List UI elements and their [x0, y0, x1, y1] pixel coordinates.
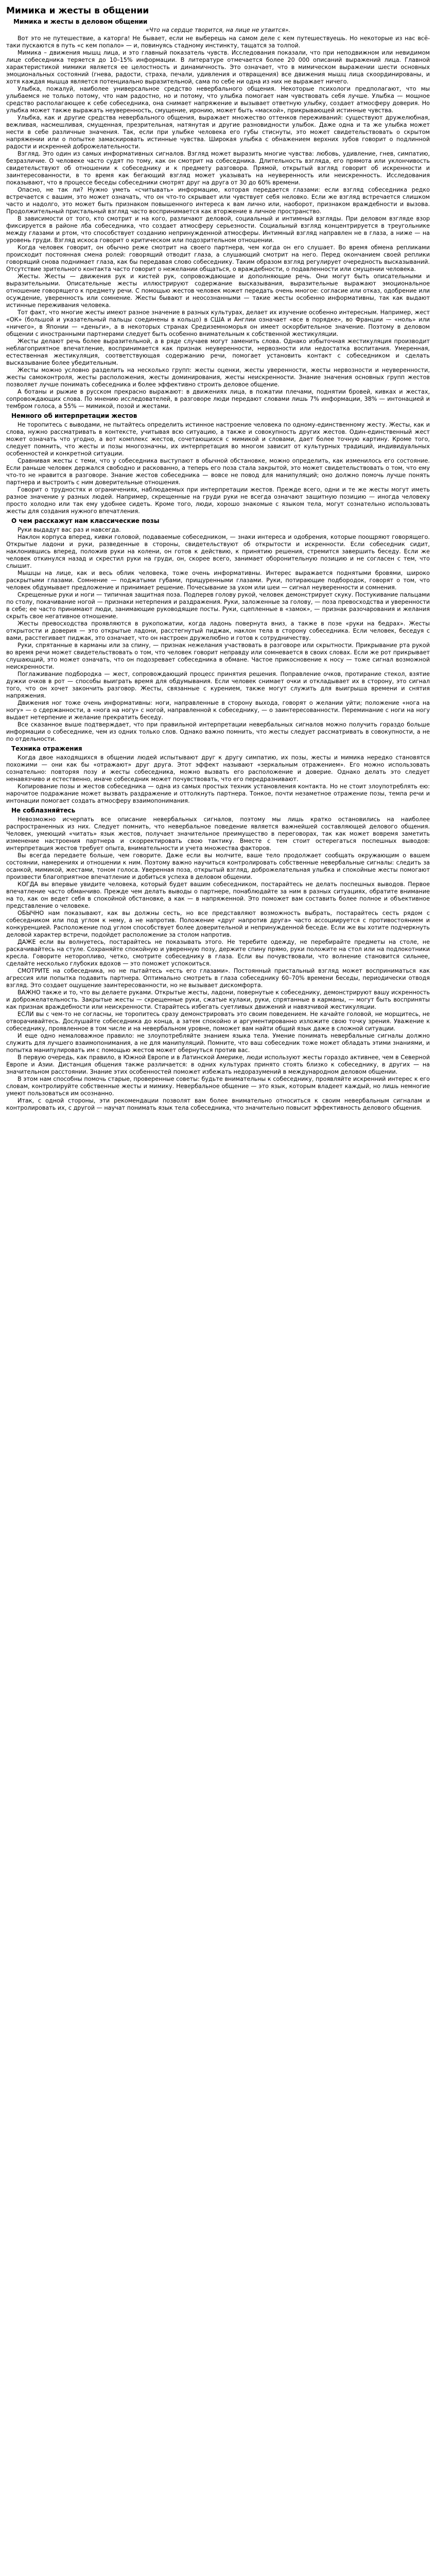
paragraph: Сравнивая жесты с теми, что у собеседника выступают в обычной обстановке, можно определить, как изменилось его состояние. Если раньше человек держался свободно и раскованно, а теперь его поза стала закрытой, это может свидетельствовать о том, что ему что-то не нравится в разговоре. Знание жестов собеседника — вовсе не повод для манипуляций; оно должно помочь лучше понять партнера и выстроить с ним доверительные отношения. — [6, 457, 430, 486]
paragraph: В первую очередь, как правило, в Южной Европе и в Латинской Америке, люди используют жесты гораздо активнее, чем в Северной Европе и Азии. Дистанция общения также различается: в одних культурах принято стоять близко к собеседнику, в других — на значительном расстоянии. Знание этих особенностей поможет избежать недоразумений в международном деловом общении. — [6, 1054, 430, 1075]
paragraph: ОБЫЧНО нам показывают, как вы должны сесть, но все представляют возможность выбрать, постарайтесь сесть рядом с собеседником или под углом к нему, а не напротив. Положение «друг напротив друга» часто ассоциируется с противостоянием и конкуренцией. Расположение под углом способствует более доверительной и непринужденной беседе. Если же вы хотите подчеркнуть деловой характер встречи, подойдет расположение за столом напротив. — [6, 910, 430, 938]
paragraph: Когда двое находящихся в общении людей испытывают друг к другу симпатию, их позы, жесты и мимика нередко становятся похожими — они как бы «отражают» друг друга. Этот эффект называют «зеркальным отражением». Его можно использовать сознательно: повторяя позу и жесты собеседника, можно вызвать его расположение и доверие. Однако делать это следует ненавязчиво и естественно, иначе собеседник может почувствовать, что его передразнивают. — [6, 754, 430, 783]
paragraph: Улыбка, как и другие средства невербального общения, выражает множество оттенков переживаний: существуют дружелюбная, вежливая, насмешливая, смущенная, презрительная, натянутая и другие разновидности улыбок. Даже одна и та же улыбка может нести в себе различные значения. Так, если при улыбке человека его губы стиснуты, это может свидетельствовать о скрытом напряжении или о попытке замаскировать истинные чувства. Широкая улыбка с обнажением верхних зубов говорит о подлинной радости и искренней доброжелательности. — [6, 114, 430, 150]
article-section — [6, 745, 430, 805]
article-section — [6, 517, 430, 743]
paragraph: Мышцы на лице, как и весь облик человека, тоже очень информативны. Интерес выражается поднятыми бровями, широко раскрытыми глазами. Сомнение — поджатыми губами, прищуренными глазами. Руки, потирающие подбородок, говорят о том, что человек обдумывает предложение и принимает решение. Почесывание за ухом или шеи — сигнал неуверенности и сомнения. — [6, 570, 430, 591]
paragraph: Все сказанное выше подтверждает, что при правильной интерпретации невербальных сигналов можно получить гораздо больше информации о собеседнике, чем из одних только слов. Однако важно помнить, что жесты следует рассматривать в совокупности, а не по отдельности. — [6, 721, 430, 742]
paragraph: Жесты превосходства проявляются в рукопожатии, когда ладонь повернута вниз, а также в позе «руки на бедрах». Жесты открытости и доверия — это открытые ладони, расстегнутый пиджак, наклон тела в сторону собеседника. Если человек, беседуя с вами, расстегивает пиджак, это означает, что он настроен дружелюбно и готов к сотрудничеству. — [6, 620, 430, 641]
paragraph: Говорит о трудностях и ограничениях, наблюдаемых при интерпретации жестов. Прежде всего, одни и те же жесты могут иметь разное значение у разных людей. Например, скрещенные на груди руки не всегда означают защитную позицию — иногда человеку просто холодно или так ему удобнее сидеть. Кроме того, люди, хорошо знакомые с языком тела, могут сознательно использовать жесты для создания нужного впечатления. — [6, 486, 430, 515]
paragraph: Невозможно исчерпать все описание невербальных сигналов, поэтому мы лишь кратко остановились на наиболее распространенных из них. Следует помнить, что невербальное поведение является важнейшей составляющей делового общения. Человек, умеющий «читать» язык жестов, получает значительное преимущество в переговорах, так как может вовремя заметить изменение настроения партнера и скорректировать свою тактику. Вместе с тем стоит остерегаться поспешных выводов: интерпретация жестов требует опыта, внимательности и учета множества факторов. — [6, 816, 430, 852]
article — [0, 0, 436, 1127]
paragraph: Тот факт, что многие жесты имеют разное значение в разных культурах, делает их изучение особенно интересным. Например, жест «ОК» (большой и указательный пальцы соединены в кольцо) в США и Англии означает «все в порядке», во Франции — «ноль» или «ничего», в Японии — «деньги», а в некоторых странах Средиземноморья он имеет оскорбительное значение. Поэтому в деловом общении с иностранными партнерами следует быть особенно внимательным к собственной жестикуляции. — [6, 309, 430, 337]
paragraph: Жесты можно условно разделить на несколько групп: жесты оценки, жесты уверенности, жесты нервозности и неуверенности, жесты самоконтроля, жесты расположения, жесты доминирования, жесты неискренности. Знание значения основных групп жестов позволяет лучше понимать собеседника и более эффективно строить деловое общение. — [6, 367, 430, 388]
article-section — [6, 807, 430, 1112]
paragraph: Опасно, не так ли? Нужно уметь «считывать» информацию, которая передается глазами: если взгляд собеседника редко встречается с вашим, это может означать, что он что-то скрывает или чувствует себя неловко. Если же взгляд встречается слишком часто и надолго, это может быть признаком повышенного интереса к вам лично или, наоборот, признаком враждебности и вызова. Продолжительный пристальный взгляд часто воспринимается как вторжение в личное пространство. — [6, 187, 430, 215]
paragraph: Улыбка, пожалуй, наиболее универсальное средство невербального общения. Некоторые психологи предполагают, что мы улыбаемся не только потому, что нам радостно, но и потому, что улыбка помогает нам чувствовать себя лучше. Улыбка — мощное средство располагающее к себе собеседника, она снимает напряжение и вызывает ответную улыбку, создает атмосферу доверия. Но улыбка может также выражать неуверенность, смущение, иронию, может быть «маской», прикрывающей истинные чувства. — [6, 86, 430, 114]
section-heading: Техника отражения — [11, 745, 82, 752]
paragraph: Жесты делают речь более выразительной, а в ряде случаев могут заменить слова. Однако избыточная жестикуляция производит неблагоприятное впечатление, воспринимается как признак неуверенности, нервозности или недостатка воспитания. Умеренная, естественная жестикуляция, соответствующая содержанию речи, помогает установить контакт с собеседником и сделать высказывание более убедительным. — [6, 338, 430, 366]
article-subtitle: Мимика и жесты в деловом общении — [13, 18, 148, 25]
paragraph: Вот это не путешествие, а каторга! Не бывает, если не выберешь на самом деле с кем путешествуешь. Но некоторые из нас всё-таки пускаются в путь «с кем попало» — и, повинуясь стадному инстинкту, тащатся за толпой. — [6, 35, 430, 49]
paragraph: Вы всегда передаете больше, чем говорите. Даже если вы молчите, ваше тело продолжает сообщать окружающим о вашем состоянии, намерениях и отношении к ним. Поэтому важно научиться контролировать собственные невербальные сигналы: следить за осанкой, мимикой, жестами, тоном голоса. Уверенная поза, открытый взгляд, доброжелательная улыбка и спокойные жесты помогают произвести благоприятное впечатление и добиться успеха в деловом общении. — [6, 852, 430, 880]
paragraph: КОГДА вы впервые увидите человека, который будет вашим собеседником, постарайтесь не делать поспешных выводов. Первое впечатление часто обманчиво. Прежде чем делать выводы о партнере, понаблюдайте за ним в разных ситуациях, обратите внимание на то, как он ведет себя в спокойной обстановке, а как — в напряженной. Это поможет вам составить более полное и объективное представление о человеке. — [6, 881, 430, 909]
section-heading: Немного об интерпретации жестов — [11, 412, 137, 419]
paragraph: Поглаживание подбородка — жест, сопровождающий процесс принятия решения. Поправление очков, протирание стекол, взятие дужки очков в рот — способы выиграть время для обдумывания. Если человек снимает очки и откладывает их в сторону, это сигнал того, что он хочет закончить разговор. Жесты, связанные с курением, также могут служить для выигрыша времени и снятия напряжения. — [6, 671, 430, 699]
paragraph: Наклон корпуса вперед, кивки головой, подаваемые собеседником, — знаки интереса и одобрения, которые поощряют говорящего. Открытые ладони и руки, разведенные в стороны, свидетельствуют об открытости и искренности. Если собеседник сидит, наклонившись вперед, положив руки на колени, он готов к действию, к принятию решения, стремится завершить беседу. Если же человек откинулся назад и скрестил руки на груди, он, скорее всего, занимает оборонительную позицию и не согласен с тем, что слышит. — [6, 534, 430, 569]
paragraph: ДАЖЕ если вы волнуетесь, постарайтесь не показывать этого. Не теребите одежду, не перебирайте предметы на столе, не раскачивайтесь на стуле. Сохраняйте спокойную и уверенную позу, держите спину прямо, руки положите на стол или на подлокотники кресла. Говорите неторопливо, четко, смотрите собеседнику в глаза. Если вы почувствовали, что волнение становится сильнее, сделайте несколько глубоких вдохов — это поможет успокоиться. — [6, 939, 430, 967]
section-heading: О чем расскажут нам классические позы — [11, 517, 160, 524]
page-title: Мимика и жесты в общении — [6, 6, 149, 16]
paragraph: Когда человек говорит, он обычно реже смотрит на своего партнера, чем когда он его слушает. Во время обмена репликами происходит постоянная смена ролей: говорящий отводит глаза, а слушающий смотрит на него. Перед окончанием своей реплики говорящий снова поднимает глаза, как бы передавая слово собеседнику. Таким образом взгляд регулирует очередность высказываний. Отсутствие зрительного контакта часто говорит о нежелании общаться, о враждебности, о подавленности или смущении человека. — [6, 244, 430, 273]
paragraph: Движения ног тоже очень информативны: ноги, направленные в сторону выхода, говорят о желании уйти; положение «нога на ногу» — о сдержанности, а «нога на ногу» с ногой, направленной к собеседнику, — о заинтересованности. Переминание с ноги на ногу выдает нетерпение и желание прекратить беседу. — [6, 700, 430, 721]
paragraph: Руки, спрятанные в карманы или за спину, — признак нежелания участвовать в разговоре или скрытности. Прикрывание рта рукой во время речи может свидетельствовать о том, что человек говорит неправду или сомневается в своих словах. Если же рот прикрывает слушающий, это может означать, что он подозревает собеседника в обмане. Частое прикосновение к носу — тоже сигнал возможной неискренности. — [6, 642, 430, 670]
paragraph: В этом нам способны помочь старые, проверенные советы: будьте внимательны к собеседнику, проявляйте искренний интерес к его словам, контролируйте собственные жесты и мимику. Невербальное общение — это язык, которым владеет каждый, но лишь немногие умеют пользоваться им осознанно. — [6, 1076, 430, 1097]
paragraph: СМОТРИТЕ на собеседника, но не пытайтесь «есть его глазами». Постоянный пристальный взгляд может восприниматься как агрессия или попытка подавить партнера. Оптимально смотреть в глаза собеседнику 60–70% времени беседы, периодически отводя взгляд. Это создает ощущение заинтересованности, но не вызывает дискомфорта. — [6, 968, 430, 989]
paragraph: Итак, с одной стороны, эти рекомендации позволят вам более внимательно относиться к своим невербальным сигналам и контролировать их, с другой — научат понимать язык тела собеседника, что значительно повысит эффективность делового общения. — [6, 1097, 430, 1111]
paragraph: Копирование позы и жестов собеседника — одна из самых простых техник установления контакта. Но не стоит злоупотреблять ею: нарочитое подражание может вызвать раздражение и оттолкнуть партнера. Тонкое, почти незаметное отражение позы, темпа речи и интонации помогает создать атмосферу взаимопонимания. — [6, 783, 430, 804]
paragraph: Мимика – движения мышц лица, и это главный показатель чувств. Исследования показали, что при неподвижном или невидимом лице собеседника теряется до 10–15% информации. В литературе отмечается более 20 000 описаний выражений лица. Главной характеристикой мимики является ее целостность и динамичность. Это означает, что в мимическом выражении шести основных эмоциональных состояний (гнева, радости, страха, печали, удивления и отвращения) все движения мышц лица скоординированы, и хотя каждая мышца является потенциально выразительной, сама по себе ни одна из них не выражает ничего. — [6, 49, 430, 85]
paragraph: Жесты. Жесты — движения рук и кистей рук, сопровождающие и дополняющие речь. Они могут быть описательными и выразительными. Описательные жесты иллюстрируют содержание высказывания, выразительные выражают эмоциональное отношение говорящего к предмету речи. С помощью жестов человек может передать очень многое: согласие или отказ, одобрение или осуждение, уверенность или сомнение. Жесты бывают и неосознанными — такие жесты особенно информативны, так как выдают истинные переживания человека. — [6, 273, 430, 309]
epigraph: «Что на сердце творится, на лице не утаится». — [145, 27, 291, 33]
article-section — [6, 35, 430, 410]
article-body — [6, 35, 430, 1112]
paragraph: И еще одно немаловажное правило: не злоупотребляйте знанием языка тела. Умение понимать невербальные сигналы должно служить для лучшего взаимопонимания, а не для манипуляций. Помните, что ваш собеседник тоже может обладать этими знаниями, и попытка манипулировать им с помощью жестов может обернуться против вас. — [6, 1032, 430, 1054]
paragraph: В зависимости от того, кто смотрит и на кого, различают деловой, социальный и интимный взгляды. При деловом взгляде взор фиксируется в районе лба собеседника, что создает атмосферу серьезности. Социальный взгляд концентрируется в треугольнике между глазами и ртом, что способствует созданию непринужденной атмосферы. Интимный взгляд направлен не в глаза, а ниже — на уровень груди. Взгляд искоса говорит о критическом или подозрительном отношении. — [6, 215, 430, 244]
paragraph: ЕСЛИ вы с чем-то не согласны, не торопитесь сразу демонстрировать это своим поведением. Не качайте головой, не морщитесь, не отворачивайтесь. Дослушайте собеседника до конца, а затем спокойно и аргументированно изложите свою точку зрения. Уважение к собеседнику, проявленное в том числе и на невербальном уровне, поможет вам найти общий язык даже в сложной ситуации. — [6, 1011, 430, 1032]
paragraph: А ботаны и рыжие в русском прекрасно выражают: в движениях лица, в пожатии плечами, поднятии бровей, кивках и жестах, сопровождающих слова. По мнению исследователей, в разговоре люди передают словами лишь 7% информации, 38% — интонацией и тембром голоса, а 55% — мимикой, позой и жестами. — [6, 388, 430, 410]
paragraph: Не торопитесь с выводами, не пытайтесь определить истинное настроение человека по одному-единственному жесту. Жесты, как и слова, нужно рассматривать в контексте, учитывая всю ситуацию, а также и совокупность других жестов. Один-единственный жест может означать что угодно, а вот комплекс жестов, сочетающихся с мимикой и словами, дает более точную картину. Кроме того, следует помнить, что жесты и позы многозначны, их интерпретация во многом зависит от культурных традиций, индивидуальных особенностей и конкретной ситуации. — [6, 421, 430, 457]
section-heading: Не соблазняйтесь — [11, 807, 76, 814]
paragraph: Скрещенные руки и ноги — типичная защитная поза. Подперев голову рукой, человек демонстрирует скуку. Постукивание пальцами по столу, покачивание ногой — признаки нетерпения и раздражения. Руки, заложенные за голову, — поза превосходства и уверенности в себе; ее часто принимают люди, занимающие руководящие посты. Руки, сцепленные в «замок», — признак разочарования и желания скрыть свое негативное отношение. — [6, 591, 430, 620]
article-section — [6, 412, 430, 515]
paragraph: Руки выдадут вас раз и навсегда. — [18, 527, 121, 533]
paragraph: Взгляд. Это один из самых информативных сигналов. Взгляд может выразить многие чувства: любовь, удивление, гнев, симпатию, безразличие. О человеке часто судят по тому, как он смотрит на собеседника. Длительность взгляда, его прямота или уклончивость свидетельствуют об отношении к собеседнику и к предмету разговора. Прямой, открытый взгляд говорит об искренности и заинтересованности, в то время как бегающий взгляд может указывать на неуверенность или неискренность. Исследования показывают, что в процессе беседы собеседники смотрят друг на друга от 30 до 60% времени. — [6, 150, 430, 186]
paragraph: ВАЖНО также и то, что вы делаете руками. Открытые жесты, ладони, повернутые к собеседнику, демонстрируют вашу искренность и доброжелательность. Закрытые жесты — скрещенные руки, сжатые кулаки, руки, спрятанные в карманы, — могут быть восприняты как признак враждебности или неискренности. Старайтесь избегать суетливых движений и навязчивой жестикуляции. — [6, 989, 430, 1010]
